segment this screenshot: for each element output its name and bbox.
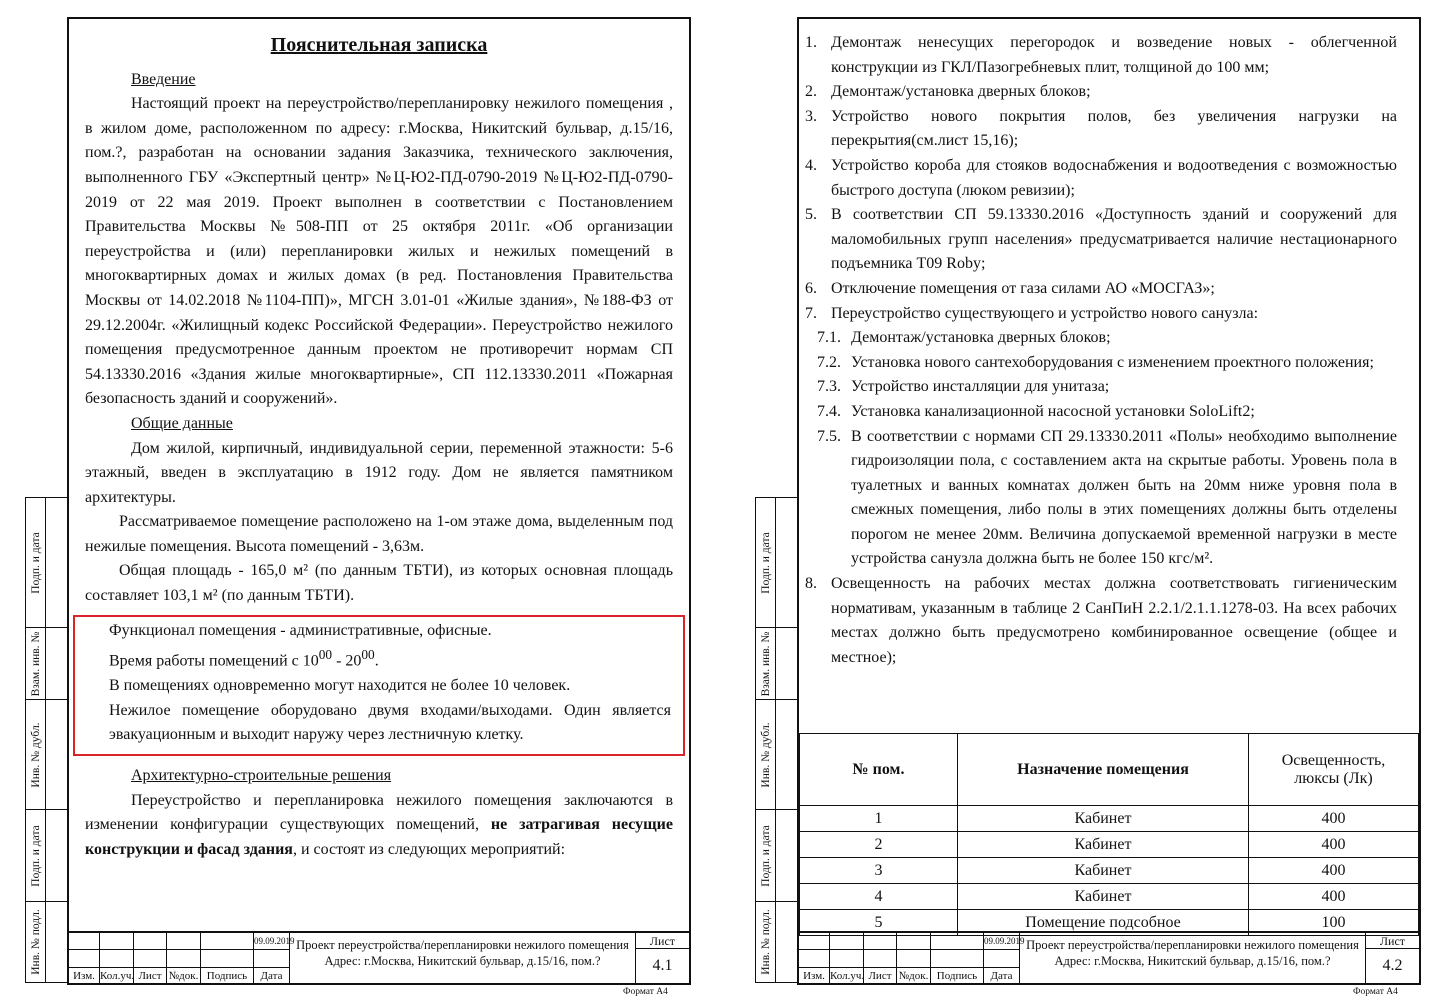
stamp-header: Лист <box>864 968 897 985</box>
item-number: 7.3. <box>817 378 841 396</box>
stamp-sheet <box>636 933 689 983</box>
format-label: Формат А4 <box>1353 987 1398 997</box>
table-cell: 400 <box>1249 832 1419 858</box>
side-label: Инв. № подл. <box>759 909 772 975</box>
table-header: Освещенность, люксы (Лк) <box>1249 734 1419 806</box>
side-cell <box>756 902 799 982</box>
table-cell: 100 <box>1249 910 1419 936</box>
stamp-description <box>1020 933 1366 983</box>
stamp-grid <box>69 933 295 983</box>
side-strip-left <box>25 497 69 983</box>
table-row <box>800 884 1419 910</box>
sheet-right-content <box>805 31 1397 670</box>
intro-paragraph: Настоящий проект на переустройство/перепланировку нежилого помещения , в жилом доме, расположенном по адресу: г.Москва, Никитский бульвар, д.15/16, пом.?, разработан на основании задания Заказчика, технического заключения, выполненного ГБУ «Экспертный центр» №Ц-Ю2-ПД-0790-2019 №Ц-Ю2-ПД-0790-2019 от 22 мая 2019. Проект выполнен в соответствии с Постановлением Правительства Москвы №508-ПП от 25 октября 2011г. «Об организации переустройства и (или) перепланировки жилых и нежилых помещений в многоквартирных домах и жилых домах (в ред. Постановления Правительства Москвы от 14.02.2018 №1104-ПП)», МГСН 3.01-01 «Жилые здания», №188-ФЗ от 29.12.2004г. «Жилищный кодекс Российской Федерации». Переустройство нежилого помещения предусмотренное данным проектом не противоречит нормам СП 54.13330.2016 «Здания жилые многоквартирные», СП 112.13330.2011 «Пожарная безопасность зданий и сооружений». <box>85 95 673 408</box>
stamp-project: Проект переустройства/перепланировки нежилого помещения <box>296 938 629 952</box>
sub-list-item <box>805 425 1397 573</box>
general-paragraph-2: Рассматриваемое помещение расположено на 1-ом этаже дома, выделенным под нежилые помещения. Высота помещений - 3,63м. <box>85 513 673 555</box>
item-number: 1. <box>805 34 817 51</box>
list-item <box>805 80 1397 105</box>
stamp-header: Подпись <box>931 968 984 985</box>
item-text: Освещенность на рабочих местах должна соответствовать гигиеническим нормативам, указанным в таблице 2 СанПиН 2.2.1/2.1.1.1278-03. На всех рабочих местах должно быть предусмотрено комбинированное освещение (общее и местное); <box>831 575 1397 666</box>
arch-bold-text: не затрагивая несущие конструкции и фасад здания <box>85 816 673 858</box>
illumination-table <box>799 733 1419 936</box>
general-paragraph-3: Общая площадь - 165,0 м² (по данным ТБТИ), из которых основная площадь составляет 103,1 м² (по данным ТБТИ). <box>85 562 673 605</box>
list-item <box>805 572 1397 670</box>
hours-text: . <box>374 652 379 670</box>
side-label: Подп. и дата <box>759 824 772 887</box>
table-row <box>800 858 1419 884</box>
stamp-header: Дата <box>254 968 290 985</box>
item-text: Устройство нового покрытия полов, без увеличения нагрузки на перекрытия(см.лист 15,16); <box>831 107 1397 150</box>
highlight-box <box>73 615 685 756</box>
side-label: Взам. инв. № <box>29 631 42 696</box>
stamp-sheet-label: Лист <box>1366 933 1419 949</box>
side-cell <box>26 498 69 628</box>
table-cell: 400 <box>1249 858 1419 884</box>
item-number: 4. <box>805 156 817 174</box>
side-cell <box>756 498 799 628</box>
item-text: Демонтаж/установка дверных блоков; <box>851 329 1111 347</box>
stamp-date: 09.09.2019 <box>984 933 1020 949</box>
sheet-left-content <box>85 31 673 862</box>
title-block <box>799 931 1419 983</box>
table-cell: Кабинет <box>958 806 1249 832</box>
side-label: Инв. № подл. <box>29 909 42 975</box>
stamp-description <box>290 933 636 983</box>
sheet-right <box>797 17 1421 985</box>
stamp-header: Лист <box>134 968 167 985</box>
stamp-date: 09.09.2019 <box>254 933 290 949</box>
item-text: Демонтаж/установка дверных блоков; <box>831 83 1091 101</box>
table-cell: 5 <box>800 910 958 936</box>
item-text: В соответствии СП 59.13330.2016 «Доступность зданий и сооружений для маломобильных групп населения» предусматривается наличие нестационарного подъемника Т09 Roby; <box>831 206 1397 273</box>
table-cell: 400 <box>1249 884 1419 910</box>
side-label: Подп. и дата <box>759 531 772 594</box>
item-number: 7.1. <box>817 329 841 347</box>
box-line-people: В помещениях одновременно могут находится не более 10 человек. <box>109 677 571 695</box>
arch-text: , и состоят из следующих мероприятий: <box>292 840 566 858</box>
arch-paragraph <box>85 789 673 863</box>
item-number: 3. <box>805 107 817 125</box>
general-paragraph-1: Дом жилой, кирпичный, индивидуальной серии, переменной этажности: 5-6 этажный, введен в эксплуатацию в 1912 году. Дом не является памятником архитектуры. <box>85 439 673 506</box>
stamp-sheet-number: 4.1 <box>652 957 673 974</box>
side-label: Подп. и дата <box>29 531 42 594</box>
side-cell <box>26 902 69 982</box>
stamp-address: Адрес: г.Москва, Никитский бульвар, д.15/16, пом.? <box>324 954 601 968</box>
item-number: 7.4. <box>817 402 841 420</box>
list-item <box>805 105 1397 154</box>
item-number: 8. <box>805 575 817 593</box>
heading-general: Общие данные <box>131 414 233 432</box>
item-text: Отключение помещения от газа силами АО «МОСГАЗ»; <box>831 279 1215 297</box>
table-cell: 2 <box>800 832 958 858</box>
table-cell: Помещение подсобное <box>958 910 1249 936</box>
table-cell: Кабинет <box>958 858 1249 884</box>
table-cell: 1 <box>800 806 958 832</box>
side-cell <box>756 700 799 810</box>
list-item <box>805 302 1397 327</box>
table-cell: 400 <box>1249 806 1419 832</box>
item-number: 2. <box>805 83 817 101</box>
title-block <box>69 931 689 983</box>
item-number: 7. <box>805 304 817 322</box>
stamp-address: Адрес: г.Москва, Никитский бульвар, д.15/16, пом.? <box>1054 954 1331 968</box>
side-cell <box>756 810 799 902</box>
sub-list-item <box>805 326 1397 351</box>
table-header-row <box>800 734 1419 806</box>
stamp-sheet-number: 4.2 <box>1382 957 1403 974</box>
side-label: Взам. инв. № <box>759 631 772 696</box>
item-text: Установка канализационной насосной установки SoloLift2; <box>851 402 1255 420</box>
table-row <box>800 806 1419 832</box>
item-text: Переустройство существующего и устройство нового санузла: <box>831 304 1259 322</box>
item-number: 7.5. <box>817 427 841 445</box>
stamp-sheet <box>1366 933 1419 983</box>
sub-list-item <box>805 375 1397 400</box>
item-text: Демонтаж ненесущих перегородок и возведение новых - облегченной конструкции из ГКЛ/Пазогребневых плит, толщиной до 100 мм; <box>831 34 1397 76</box>
table-cell: Кабинет <box>958 884 1249 910</box>
side-cell <box>26 628 69 700</box>
table-cell: 4 <box>800 884 958 910</box>
table-cell: Кабинет <box>958 832 1249 858</box>
hours-text: - 20 <box>332 652 362 670</box>
format-label: Формат А4 <box>623 987 668 997</box>
side-cell <box>26 700 69 810</box>
hours-sup: 00 <box>318 647 333 663</box>
stamp-header: Дата <box>984 968 1020 985</box>
stamp-header: Кол.уч. <box>830 968 864 985</box>
measures-list <box>805 31 1397 670</box>
page-title: Пояснительная записка <box>270 34 488 56</box>
hours-text: Время работы помещений с 10 <box>109 652 319 670</box>
stamp-header: №док. <box>167 968 201 985</box>
stamp-header: Изм. <box>69 968 100 985</box>
arch-text: Переустройство и перепланировка нежилого помещения заключаются в изменении конфигурации существующих помещений, <box>85 791 673 834</box>
item-number: 7.2. <box>817 353 841 371</box>
table-header: Назначение помещения <box>958 734 1249 806</box>
box-line-exits: Нежилое помещение оборудовано двумя входами/выходами. Один является эвакуационным и выходит наружу через лестничную клетку. <box>109 701 671 744</box>
side-label: Инв. № дубл. <box>29 721 42 788</box>
stamp-header: №док. <box>897 968 931 985</box>
box-line-hours <box>109 643 671 674</box>
item-text: В соответствии с нормами СП 29.13330.2011 «Полы» необходимо выполнение гидроизоляции пола, с составлением акта на скрытые работы. Уровень пола в туалетных и ванных комнатах должен быть на 20мм ниже уровня пола в смежных помещения, либо полы в этих помещениях должны быть отделены порогом не менее 20мм. Величина допускаемой временной нагрузки в месте устройства санузла должна быть не более 150 кгс/м². <box>851 427 1397 568</box>
item-text: Установка нового сантехоборудования с изменением проектного положения; <box>851 353 1374 371</box>
table-row <box>800 832 1419 858</box>
side-label: Подп. и дата <box>29 824 42 887</box>
heading-arch: Архитектурно-строительные решения <box>131 766 392 784</box>
item-number: 6. <box>805 279 817 297</box>
box-line-function: Функционал помещения - административные, офисные. <box>109 621 492 639</box>
item-number: 5. <box>805 206 817 224</box>
stamp-grid <box>799 933 1025 983</box>
stamp-sheet-label: Лист <box>636 933 689 949</box>
side-cell <box>756 628 799 700</box>
stamp-header: Подпись <box>201 968 254 985</box>
stamp-header: Изм. <box>799 968 830 985</box>
heading-intro: Введение <box>131 70 196 88</box>
hours-sup: 00 <box>361 647 375 663</box>
list-item <box>805 277 1397 302</box>
table-cell: 3 <box>800 858 958 884</box>
sub-list-item <box>805 351 1397 376</box>
list-item <box>805 31 1397 80</box>
list-item <box>805 154 1397 203</box>
sub-list-item <box>805 400 1397 425</box>
sheet-left <box>67 17 691 985</box>
item-text: Устройство инсталляции для унитаза; <box>851 378 1110 396</box>
item-text: Устройство короба для стояков водоснабжения и водоотведения с возможностью быстрого доступа (люком ревизии); <box>831 156 1397 199</box>
list-item <box>805 203 1397 277</box>
side-label: Инв. № дубл. <box>759 721 772 788</box>
table-header: № пом. <box>800 734 958 806</box>
stamp-project: Проект переустройства/перепланировки нежилого помещения <box>1026 938 1359 952</box>
stamp-header: Кол.уч. <box>100 968 134 985</box>
side-cell <box>26 810 69 902</box>
side-strip-right <box>755 497 799 983</box>
